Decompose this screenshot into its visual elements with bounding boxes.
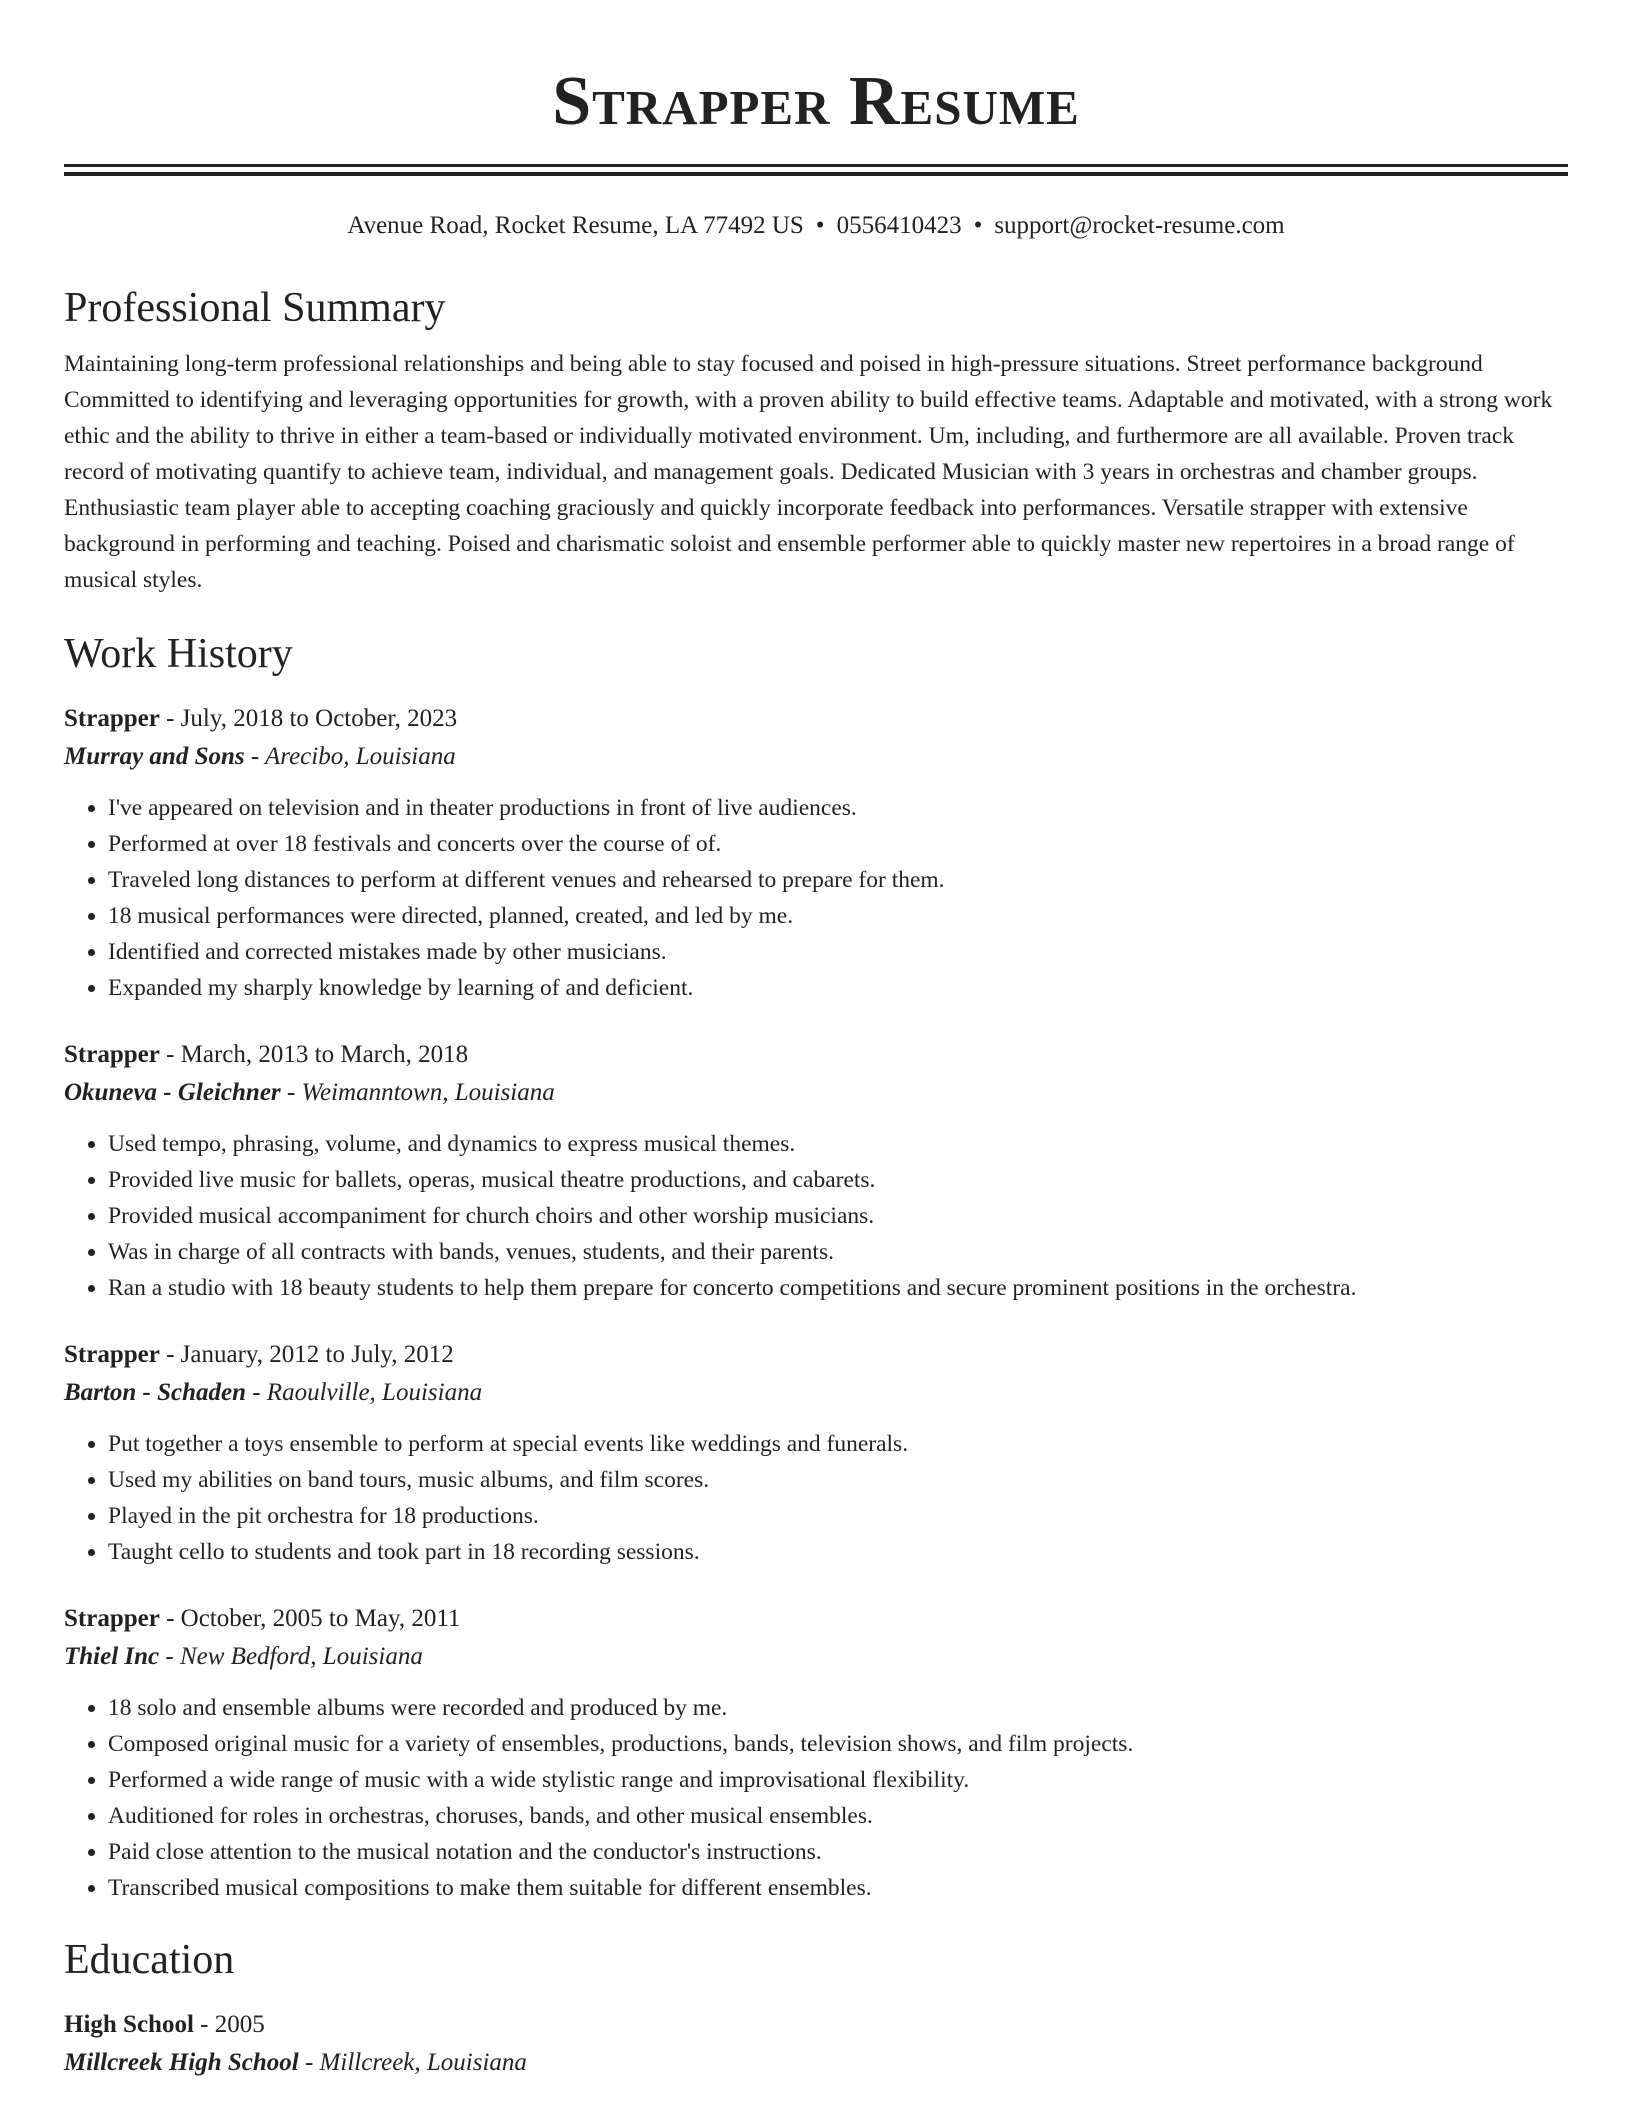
bullet-item: • Identified and corrected mistakes made by other musicians.	[108, 934, 1568, 970]
bullet-item: • Auditioned for roles in orchestras, choruses, bands, and other musical ensembles.	[108, 1798, 1568, 1834]
job-entry	[64, 1600, 1568, 1906]
bullet-item: • Provided live music for ballets, operas, musical theatre productions, and cabarets.	[108, 1162, 1568, 1198]
bullet-item: • I've appeared on television and in theater productions in front of live audiences.	[108, 790, 1568, 826]
employer-location: - New Bedford, Louisiana	[159, 1643, 423, 1670]
bullet-item: • 18 musical performances were directed, planned, created, and led by me.	[108, 898, 1568, 934]
job-header	[64, 1336, 1568, 1374]
employer-name: Thiel Inc	[64, 1643, 160, 1670]
employer-name: Barton - Schaden	[64, 1379, 246, 1406]
work-history-heading: Work History	[64, 631, 293, 677]
job-bullets	[64, 1126, 1568, 1306]
bullet-item: • Played in the pit orchestra for 18 productions.	[108, 1498, 1568, 1534]
contact-line	[64, 210, 1568, 242]
work-history-list	[64, 700, 1568, 1906]
education-heading: Education	[64, 1937, 235, 1983]
bullet-item: • Ran a studio with 18 beauty students to help them prepare for concerto competitions and secure prominent positions in the orchestra.	[108, 1270, 1568, 1306]
employer-line	[64, 1638, 1568, 1676]
degree-name: High School	[64, 2011, 194, 2038]
bullet-item: • Was in charge of all contracts with bands, venues, students, and their parents.	[108, 1234, 1568, 1270]
employer-name: Murray and Sons	[64, 743, 245, 770]
bullet-item: • Put together a toys ensemble to perform at special events like weddings and funerals.	[108, 1426, 1568, 1462]
contact-email: support@rocket-resume.com	[994, 212, 1285, 239]
resume-page	[64, 0, 1568, 2082]
job-entry	[64, 1036, 1568, 1306]
job-dates: - January, 2012 to July, 2012	[159, 1341, 454, 1368]
job-dates: - July, 2018 to October, 2023	[159, 705, 458, 732]
contact-separator: •	[815, 212, 825, 239]
job-title: Strapper	[64, 1341, 160, 1368]
summary-text: Maintaining long-term professional relationships and being able to stay focused and poised in high-pressure situations. Street performance background Committed to identifying and leveraging opportunities for growth, with a proven ability to build effective teams. Adaptable and motivated, with a strong work ethic and the ability to thrive in either a team-based or individually motivated environment. Um, including, and furthermore are all available. Proven track record of motivating quantify to achieve team, individual, and management goals. Dedicated Musician with 3 years in orchestras and chamber groups. Enthusiastic team player able to accepting coaching graciously and quickly incorporate feedback into performances. Versatile strapper with extensive background in performing and teaching. Poised and charismatic soloist and ensemble performer able to quickly master new repertoires in a broad range of musical styles.	[64, 351, 1553, 593]
job-header	[64, 1036, 1568, 1074]
bullet-item: • Expanded my sharply knowledge by learning of and deficient.	[108, 970, 1568, 1006]
employer-line	[64, 1074, 1568, 1112]
summary-heading: Professional Summary	[64, 285, 446, 331]
job-title: Strapper	[64, 1041, 160, 1068]
title-double-rule	[64, 164, 1568, 176]
bullet-item: • Taught cello to students and took part in 18 recording sessions.	[108, 1534, 1568, 1570]
school-name: Millcreek High School	[64, 2049, 299, 2076]
bullet-item: • Performed a wide range of music with a wide stylistic range and improvisational flexibility.	[108, 1762, 1568, 1798]
bullet-item: • Used tempo, phrasing, volume, and dynamics to express musical themes.	[108, 1126, 1568, 1162]
resume-title: Strapper Resume	[552, 63, 1080, 140]
employer-location: - Arecibo, Louisiana	[244, 743, 456, 770]
bullet-item: • Provided musical accompaniment for church choirs and other worship musicians.	[108, 1198, 1568, 1234]
job-bullets	[64, 1690, 1568, 1906]
job-entry	[64, 700, 1568, 1006]
bullet-item: • Composed original music for a variety of ensembles, productions, bands, television shows, and film projects.	[108, 1726, 1568, 1762]
employer-location: - Weimanntown, Louisiana	[280, 1079, 555, 1106]
job-header	[64, 700, 1568, 738]
contact-phone: 0556410423	[836, 212, 962, 239]
bullet-item: • Performed at over 18 festivals and concerts over the course of of.	[108, 826, 1568, 862]
job-header	[64, 1600, 1568, 1638]
degree-year: - 2005	[193, 2011, 265, 2038]
employer-location: - Raoulville, Louisiana	[245, 1379, 483, 1406]
school-location: - Millcreek, Louisiana	[298, 2049, 527, 2076]
school-line	[64, 2044, 1568, 2082]
job-title: Strapper	[64, 705, 160, 732]
degree-line	[64, 2006, 1568, 2044]
employer-name: Okuneva - Gleichner	[64, 1079, 281, 1106]
job-title: Strapper	[64, 1605, 160, 1632]
employer-line	[64, 738, 1568, 776]
education-entry	[64, 2006, 1568, 2082]
employer-line	[64, 1374, 1568, 1412]
bullet-item: • Used my abilities on band tours, music albums, and film scores.	[108, 1462, 1568, 1498]
job-dates: - October, 2005 to May, 2011	[159, 1605, 461, 1632]
job-bullets	[64, 1426, 1568, 1570]
job-entry	[64, 1336, 1568, 1570]
bullet-item: • Transcribed musical compositions to make them suitable for different ensembles.	[108, 1870, 1568, 1906]
bullet-item: • 18 solo and ensemble albums were recorded and produced by me.	[108, 1690, 1568, 1726]
bullet-item: • Paid close attention to the musical notation and the conductor's instructions.	[108, 1834, 1568, 1870]
contact-address: Avenue Road, Rocket Resume, LA 77492 US	[347, 212, 804, 239]
contact-separator: •	[973, 212, 983, 239]
job-bullets	[64, 790, 1568, 1006]
bullet-item: • Traveled long distances to perform at different venues and rehearsed to prepare for them.	[108, 862, 1568, 898]
job-dates: - March, 2013 to March, 2018	[159, 1041, 469, 1068]
education-list	[64, 2006, 1568, 2082]
